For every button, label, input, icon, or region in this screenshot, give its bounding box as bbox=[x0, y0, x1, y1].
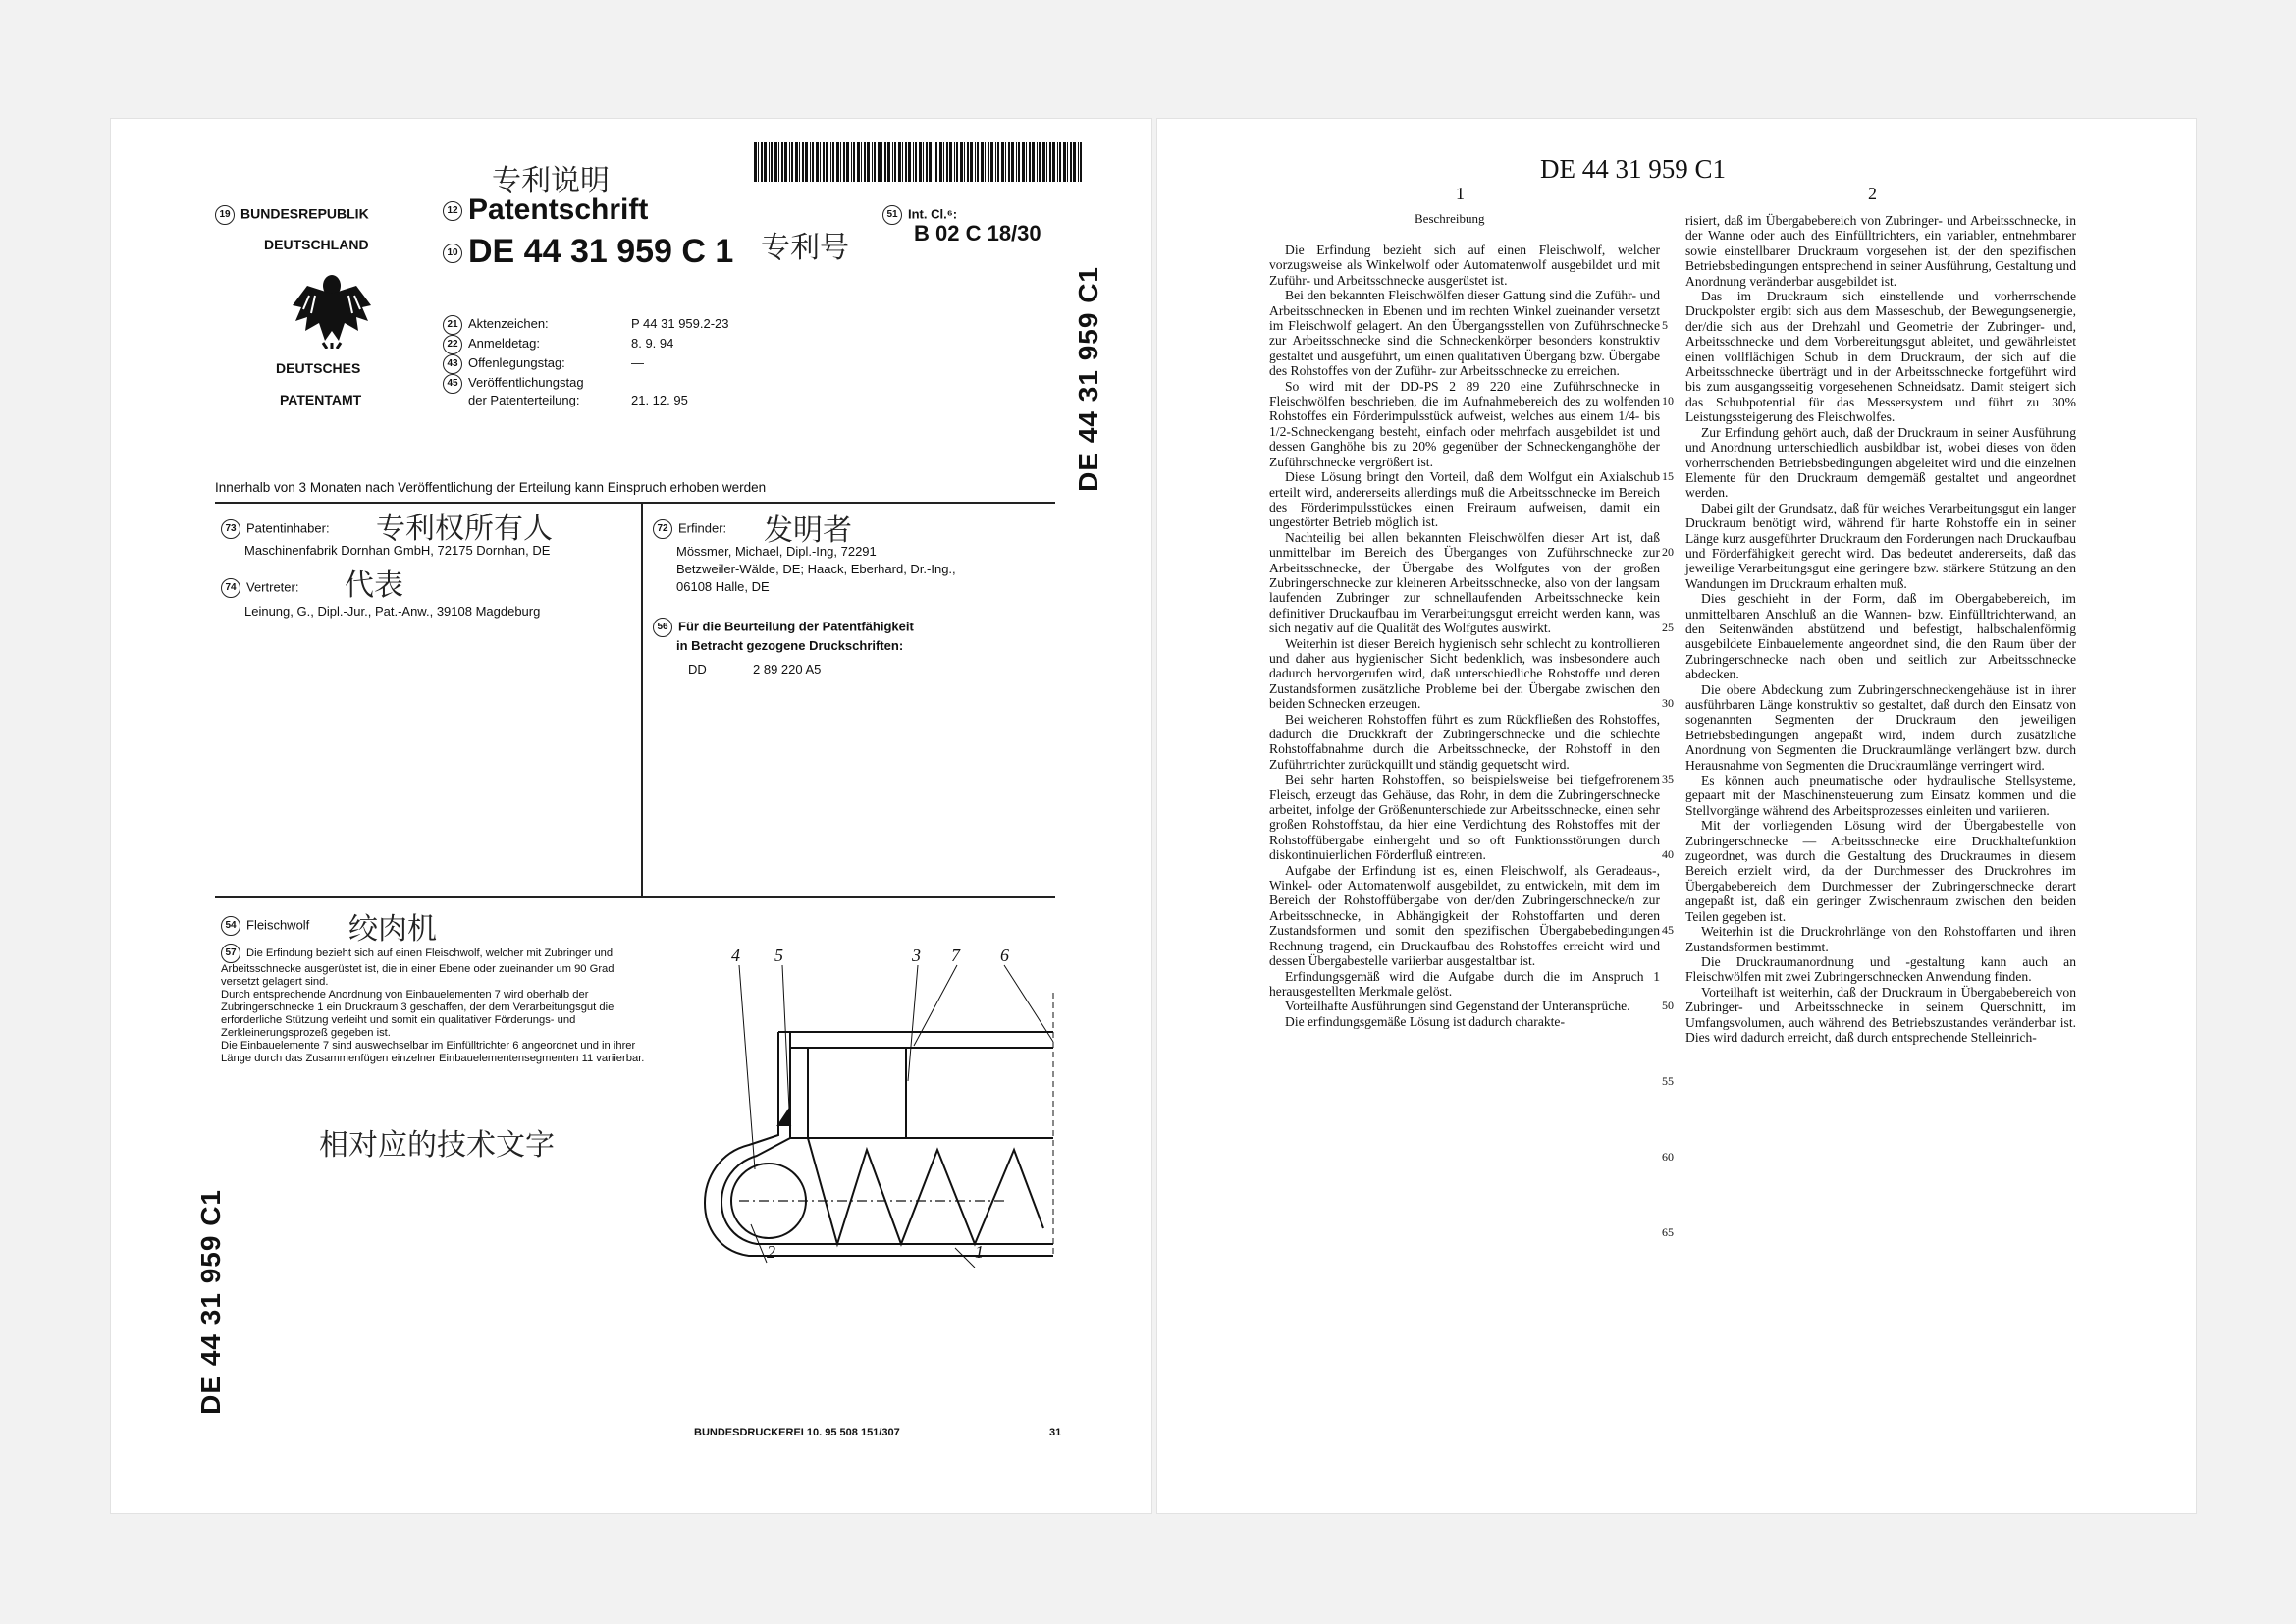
barcode-bar bbox=[771, 142, 773, 182]
inventor-label: 72 Erfinder: bbox=[653, 519, 726, 539]
barcode-bar bbox=[975, 142, 976, 182]
barcode-bar bbox=[799, 142, 800, 182]
barcode-bar bbox=[758, 142, 759, 182]
figure-label: 5 bbox=[774, 946, 783, 965]
paragraph: Es können auch pneumatische oder hydraulische Stellsysteme, gepaart mit der Maschinensteuerung zum Einsatz kommen und die Stellvorgänge während des Arbeitsprozesses einleiten und variieren. bbox=[1685, 773, 2076, 818]
barcode-bar bbox=[881, 142, 882, 182]
barcode-bar bbox=[840, 142, 841, 182]
barcode-bar bbox=[988, 142, 989, 182]
barcode-bar bbox=[1059, 142, 1061, 182]
inventor-value: Mössmer, Michael, Dipl.-Ing, 72291 Betzweiler-Wälde, DE; Haack, Eberhard, Dr.-Ing., 06108 Halle, DE bbox=[676, 544, 956, 594]
barcode-bar bbox=[967, 142, 969, 182]
paragraph: Weiterhin ist dieser Bereich hygienisch sehr schlecht zu kontrollieren und daher aus hygienischer Sicht bedenklich, was insbesondere auch dadurch hervorgerufen wird, daß unterschiedliche Rohstoffe und deren Zustandsformen zusätzliche Probleme bei der. Übergabe zwischen den beiden Schnecken erzeugen. bbox=[1269, 635, 1660, 712]
barcode-bar bbox=[970, 142, 973, 182]
paragraph: Weiterhin ist die Druckrohrlänge von den Rohstoffarten und ihren Zustandsformen bestimmt. bbox=[1685, 924, 2076, 954]
annotation-number-cn: 专利号 bbox=[761, 231, 849, 265]
barcode-bar bbox=[946, 142, 948, 182]
figure-label: 2 bbox=[767, 1242, 775, 1262]
office-line1: DEUTSCHES bbox=[276, 360, 361, 376]
barcode-bar bbox=[892, 142, 893, 182]
barcode-bar bbox=[823, 142, 825, 182]
prior-art: 56 Für die Beurteilung der Patentfähigkeit in Betracht gezogene Druckschriften: DD 2 89 220 A5 bbox=[653, 618, 914, 678]
barcode-bar bbox=[926, 142, 928, 182]
eagle-emblem-icon bbox=[288, 266, 376, 353]
barcode-bar bbox=[1018, 142, 1020, 182]
barcode-icon bbox=[754, 142, 1088, 182]
paragraph: Vorteilhaft ist weiterhin, daß der Druckraum in Übergabebereich von Zubringer- und Arbeitsschnecke in seinem Querschnitt, im Umfangsvolumen, auch während des Betriebszustandes veränderbar ist. Dies wird dadurch erreicht, daß durch entsprechende Stelleinrich- bbox=[1685, 984, 2076, 1045]
paragraph: Dies geschieht in der Form, daß im Obergabebereich, im unmittelbaren Anschluß an die Wannen- bzw. Einfülltrichterwand, an den Seitenwänden abstützend und befestigt, halbschalenförmig ausgebildete Einbauelemente angeordnet sind, die den Raum über der Zubringerschnecke nach oben und seitlich zur Arbeitsschnecke abdecken. bbox=[1685, 591, 2076, 682]
barcode-bar bbox=[981, 142, 984, 182]
line-number: 50 bbox=[1662, 999, 1674, 1012]
paragraph: Diese Lösung bringt den Vorteil, daß dem Wolfgut ein Axialschub erteilt wird, andererseits allerdings muß die Arbeitsschnecke im Bereich des Förderimpulsstückes einen Freiraum aufweisen, damit ein ungestörter Betrieb möglich ist. bbox=[1269, 469, 1660, 530]
barcode-bar bbox=[939, 142, 942, 182]
divider bbox=[215, 896, 1055, 898]
divider bbox=[215, 502, 1055, 504]
barcode-bar bbox=[1070, 142, 1072, 182]
meat-grinder-drawing bbox=[680, 934, 1073, 1272]
line-number: 55 bbox=[1662, 1074, 1674, 1088]
line-number: 40 bbox=[1662, 847, 1674, 861]
paragraph: Bei weicheren Rohstoffen führt es zum Rückfließen des Rohstoffes, dadurch die Druckkraft der Zubringerschnecke und die schlechte Rohstoffabnahme durch die Arbeitsschnecke, der Rohstoff in den Zuführtrichter zurückquillt und ständig gequetscht wird. bbox=[1269, 711, 1660, 772]
barcode-bar bbox=[1026, 142, 1027, 182]
barcode-bar bbox=[781, 142, 783, 182]
barcode-bar bbox=[997, 142, 999, 182]
barcode-bar bbox=[830, 142, 831, 182]
barcode-bar bbox=[857, 142, 860, 182]
barcode-bar bbox=[1042, 142, 1045, 182]
paragraph: Bei sehr harten Rohstoffen, so beispielsweise bei tiefgefrorenem Fleisch, erzeugt das Gehäuse, das Rohr, in dem die Zubringerschnecke arbeitet, infolge der Größenunterschiede zur Arbeitsschnecke, einen sehr großen Rohstoffstau, da hier eine Verdichtung des Rohstoffes mit der Rohstoffübergabe einhergeht und so oft Funktionsstörungen durch diskontinuierlichen Förderfluß eintreten. bbox=[1269, 772, 1660, 863]
barcode-bar bbox=[949, 142, 952, 182]
office-line2: PATENTAMT bbox=[280, 392, 362, 407]
barcode-bar bbox=[784, 142, 787, 182]
divider bbox=[641, 502, 643, 896]
line-number: 35 bbox=[1662, 772, 1674, 785]
barcode-bar bbox=[964, 142, 965, 182]
barcode-bar bbox=[836, 142, 839, 182]
barcode-bar bbox=[872, 142, 873, 182]
barcode-bar bbox=[1063, 142, 1066, 182]
side-number-top: DE 44 31 959 C1 bbox=[1073, 266, 1103, 492]
barcode-bar bbox=[853, 142, 855, 182]
bib-row: 22 Anmeldetag: 8. 9. 94 bbox=[443, 335, 729, 354]
paragraph: Zur Erfindung gehört auch, daß der Druckraum in seiner Ausführung und Anordnung unterschiedlich ausbildbar ist, wobei dieses von öden vorherrschenden Betriebsbedingungen abgeleitet wird und die einzelnen Elemente für den Druckraum demgemäß gestaltet und angeordnet werden. bbox=[1685, 424, 2076, 501]
barcode-bar bbox=[1037, 142, 1038, 182]
barcode-bar bbox=[905, 142, 907, 182]
country-line2: DEUTSCHLAND bbox=[264, 237, 369, 252]
barcode-bar bbox=[1005, 142, 1006, 182]
barcode-bar bbox=[1073, 142, 1076, 182]
barcode-bar bbox=[816, 142, 819, 182]
doc-type: 12 Patentschrift bbox=[443, 193, 648, 227]
line-number: 30 bbox=[1662, 696, 1674, 710]
annotation-title-item-cn: 绞肉机 bbox=[348, 912, 437, 947]
paragraph: Das im Druckraum sich einstellende und vorherrschende Druckpolster ergibt sich aus dem Masseschub, der Bewegungsenergie, der/die sich aus der Drehzahl und Geometrie der Zubringer- und, Arbeitsschnecke und dem Vorbereitungsgut ableitet, und gewährleistet einen vollflächigen Schub in dem Druckraum, der sich auf die Arbeitsschnecke überträgt und in der Arbeitsschnecke fortgeführt wird bis zum ausgangsseitig vorgesehenen Schneidsatz. Damit steigert sich das Schubpotential für das Messersystem und führt zu 30% Leistungssteigerung des Fleischwolfes. bbox=[1685, 289, 2076, 425]
barcode-bar bbox=[774, 142, 777, 182]
annotation-owner-cn: 专利权所有人 bbox=[376, 512, 553, 546]
barcode bbox=[754, 142, 1088, 182]
section-heading: Beschreibung bbox=[1415, 211, 1485, 226]
barcode-bar bbox=[1039, 142, 1041, 182]
barcode-bar bbox=[846, 142, 849, 182]
barcode-bar bbox=[1057, 142, 1058, 182]
intcl-value: B 02 C 18/30 bbox=[914, 221, 1041, 245]
barcode-bar bbox=[878, 142, 881, 182]
barcode-bar bbox=[1078, 142, 1079, 182]
barcode-bar bbox=[1046, 142, 1047, 182]
figure-label: 6 bbox=[1000, 946, 1009, 965]
paragraph: Die obere Abdeckung zum Zubringerschneckengehäuse ist in ihrer ausführbaren Länge konstruktiv so gestaltet, daß durch den Einsatz von sogenannten Segmenten der Druckraum den jeweiligen Betriebsbedingungen angepaßt wird, indem durch zusätzliche Anordnung von Segmenten die Druckraumlänge verlängert bzw. durch Herausnahme von Segmenten die Druckraumlänge verringert wird. bbox=[1685, 681, 2076, 773]
barcode-bar bbox=[795, 142, 798, 182]
inid-code: 19 bbox=[215, 205, 235, 225]
barcode-bar bbox=[919, 142, 922, 182]
column-number: 1 bbox=[1456, 184, 1465, 203]
barcode-bar bbox=[1049, 142, 1051, 182]
bib-row: 21 Aktenzeichen: P 44 31 959.2-23 bbox=[443, 315, 729, 335]
barcode-bar bbox=[874, 142, 876, 182]
barcode-bar bbox=[851, 142, 852, 182]
barcode-bar bbox=[1080, 142, 1082, 182]
paragraph: Dabei gilt der Grundsatz, daß für weiches Verarbeitungsgut ein langer Druckraum benötigt wird, während für harte Rohstoffe ein in seiner Länge kurz ausgeführter Druckraum den Forderungen nach Druckaufbau und Förderfähigkeit gerecht wird. Das bedeutet andererseits, daß das jeweilige Verarbeitungsgut eine geringere bzw. stärkere Stützung an den Wandungen im Druckraum erhalten muß. bbox=[1685, 500, 2076, 591]
barcode-bar bbox=[843, 142, 845, 182]
barcode-bar bbox=[1001, 142, 1004, 182]
barcode-bar bbox=[943, 142, 944, 182]
barcode-bar bbox=[789, 142, 790, 182]
line-number: 20 bbox=[1662, 545, 1674, 559]
barcode-bar bbox=[960, 142, 963, 182]
paragraph: Bei den bekannten Fleischwölfen dieser Gattung sind die Zuführ- und Arbeitsschnecken in Ebenen und im rechten Winkel zueinander versetzt im Fleischwolf gelagert. An den Übergangsstellen von Zuführschnecke zur Arbeitsschnecke sind die Schneckenkörper besonders konstruktiv gestaltet und ausgeführt, um einen qualitativen Übergang bzw. Übergabe des Rohstoffes von der Zuführ- zur Arbeitsschnecke zu erreichen. bbox=[1269, 288, 1660, 379]
bibliographic-data bbox=[443, 315, 729, 409]
line-number: 5 bbox=[1662, 318, 1668, 332]
barcode-bar bbox=[769, 142, 770, 182]
owner-label: 73 Patentinhaber: bbox=[221, 519, 330, 539]
country-line1: 19 BUNDESREPUBLIK bbox=[215, 205, 369, 225]
patent-description-page bbox=[1156, 118, 2197, 1514]
opposition-notice: Innerhalb von 3 Monaten nach Veröffentlichung der Erteilung kann Einspruch erhoben werden bbox=[215, 480, 767, 495]
barcode-bar bbox=[1022, 142, 1025, 182]
barcode-bar bbox=[908, 142, 911, 182]
printer-footer: BUNDESDRUCKEREI 10. 95 508 151/307 bbox=[694, 1427, 900, 1438]
barcode-bar bbox=[761, 142, 763, 182]
figure-label: 4 bbox=[731, 946, 740, 965]
representative-label: 74 Vertreter: bbox=[221, 578, 298, 598]
barcode-bar bbox=[861, 142, 862, 182]
annotation-representative-cn: 代表 bbox=[345, 568, 403, 603]
barcode-bar bbox=[778, 142, 779, 182]
line-number: 15 bbox=[1662, 469, 1674, 483]
barcode-bar bbox=[935, 142, 937, 182]
bib-row: 43 Offenlegungstag: — bbox=[443, 354, 729, 374]
barcode-bar bbox=[764, 142, 767, 182]
barcode-bar bbox=[805, 142, 808, 182]
page-header: DE 44 31 959 C1 bbox=[1540, 154, 1726, 184]
line-number: 45 bbox=[1662, 923, 1674, 937]
barcode-bar bbox=[1067, 142, 1068, 182]
paragraph: Die Druckraumanordnung und -gestaltung kann auch an Fleischwölfen mit zwei Zubringerschnecken Anwendung finden. bbox=[1685, 953, 2076, 985]
barcode-bar bbox=[820, 142, 821, 182]
bib-row: 45 Veröffentlichungstag der Patenterteilung: 21. 12. 95 bbox=[443, 374, 729, 409]
paragraph: Vorteilhafte Ausführungen sind Gegenstand der Unteransprüche. bbox=[1285, 999, 1630, 1014]
figure-label: 3 bbox=[912, 946, 921, 965]
barcode-bar bbox=[956, 142, 958, 182]
paragraph: Die Erfindung bezieht sich auf einen Fleischwolf, welcher vorzugsweise als Winkelwolf oder Automatenwolf ausgebildet und mit Zuführ- und Arbeitsschnecke ausgerüstet ist. bbox=[1269, 243, 1660, 288]
barcode-bar bbox=[913, 142, 914, 182]
barcode-bar bbox=[864, 142, 866, 182]
technical-drawing-icon bbox=[680, 934, 1073, 1268]
barcode-bar bbox=[887, 142, 890, 182]
owner-value: Maschinenfabrik Dornhan GmbH, 72175 Dornhan, DE bbox=[244, 543, 551, 558]
line-number: 65 bbox=[1662, 1225, 1674, 1239]
line-number: 25 bbox=[1662, 621, 1674, 634]
text-column-2 bbox=[1685, 213, 2076, 1045]
column-number: 2 bbox=[1868, 184, 1877, 203]
annotation-title-cn: 专利说明 bbox=[492, 164, 610, 198]
line-number: 10 bbox=[1662, 394, 1674, 407]
barcode-bar bbox=[1008, 142, 1010, 182]
paragraph: risiert, daß im Übergabebereich von Zubringer- und Arbeitsschnecke, in der Wanne oder auch des Einfülltrichters, ein variabler, entnehmbarer sowie einstellbarer Druckraum vorgesehen ist, der den spezifischen Betriebsbedingungen entsprechend in seiner Ausführung, Gestaltung und Anordnung veränderbar ausgebildet ist. bbox=[1685, 213, 2076, 289]
side-number-bottom: DE 44 31 959 C1 bbox=[195, 1189, 226, 1415]
patent-cover-page bbox=[110, 118, 1152, 1514]
paragraph: Mit der vorliegenden Lösung wird der Übergabestelle von Zubringerschnecke — Arbeitsschnecke eine Druckhaltefunktion zugeordnet, was durch die Gestaltung des Druckraumes in diesem Bereich erzielt wird, da der Durchmesser des Druckrohres im Übergabebereich dem Durchmesser der Zubringerschnecke derart angepaßt ist, daß ein geringer Zwischenraum zwischen den beiden Teilen gegeben ist. bbox=[1685, 818, 2076, 924]
barcode-bar bbox=[1052, 142, 1055, 182]
representative-value: Leinung, G., Dipl.-Jur., Pat.-Anw., 39108 Magdeburg bbox=[244, 604, 541, 619]
paragraph: So wird mit der DD-PS 2 89 220 eine Zuführschnecke in Fleischwölfen beschrieben, die im Aufnahmebereich des zu wolfenden Rohstoffes ein Förderimpulsstück aufweist, welches aus einem 1/4- bis 1/2-Schneckengang besteht, einfach oder mehrfach ausgebildet ist und dessen Ganghöhe bis zu 20% gegenüber der Schneckenganghöhe der Zuführschnecke vergrößert ist. bbox=[1269, 378, 1660, 469]
barcode-bar bbox=[1029, 142, 1031, 182]
barcode-bar bbox=[915, 142, 917, 182]
barcode-bar bbox=[791, 142, 793, 182]
annotation-abstract-cn: 相对应的技术文字 bbox=[319, 1128, 555, 1163]
figure-label: 1 bbox=[975, 1242, 984, 1262]
barcode-bar bbox=[894, 142, 896, 182]
barcode-bar bbox=[802, 142, 804, 182]
abstract: 57 Die Erfindung bezieht sich auf einen Fleischwolf, welcher mit Zubringer und Arbeitsschnecke ausgerüstet ist, die in einer Ebene oder zueinander um 90 Grad versetzt gelagert sind. Durch entsprechende Anordnung von Einbauelementen 7 wird oberhalb der Zubringerschnecke 1 ein Druckraum 3 geschaffen, der dem Verarbeitungsgut die erforderliche Stützung verleiht und somit ein qualitativer Förderungs- und Zerkleinerungsprozeß gegeben ist. Die Einbauelemente 7 sind auswechselbar im Einfülltrichter 6 angeordnet und in ihrer Länge durch das Zusammenfügen einzelner Einbauelementensegmenten 11 variierbar. bbox=[221, 944, 653, 1065]
barcode-bar bbox=[929, 142, 932, 182]
barcode-bar bbox=[884, 142, 886, 182]
barcode-bar bbox=[754, 142, 757, 182]
annotation-inventor-cn: 发明者 bbox=[764, 514, 852, 548]
barcode-bar bbox=[1032, 142, 1035, 182]
barcode-bar bbox=[985, 142, 986, 182]
paragraph: Aufgabe der Erfindung ist es, einen Fleischwolf, als Geradeaus-, Winkel- oder Automatenwolf ausgebildet, zu entwickeln, mit dem im Bereich der Rohstoffübergabe von der/den Zubringerschnecke/n zur Arbeitsschnecke, in Abhängigkeit der Rohstoffarten und deren Zustandsformen und somit den spezifischen Übergabebedingungen Rechnung tragend, ein Druckaufbau des Rohstoffes erreicht wird und dessen Übergabestelle variierbar ausgestaltbar ist. bbox=[1269, 862, 1660, 969]
figure-label: 7 bbox=[951, 946, 960, 965]
barcode-bar bbox=[832, 142, 834, 182]
line-number: 60 bbox=[1662, 1150, 1674, 1164]
title-item: 54 Fleischwolf bbox=[221, 916, 309, 936]
barcode-bar bbox=[1016, 142, 1017, 182]
text-column-1 bbox=[1269, 243, 1660, 1029]
barcode-bar bbox=[902, 142, 903, 182]
paragraph: Die erfindungsgemäße Lösung ist dadurch charakte- bbox=[1285, 1013, 1565, 1029]
barcode-bar bbox=[977, 142, 979, 182]
page-number: 31 bbox=[1049, 1427, 1062, 1438]
barcode-bar bbox=[867, 142, 870, 182]
barcode-bar bbox=[812, 142, 814, 182]
intcl-label: 51 Int. Cl.⁶: bbox=[882, 205, 957, 225]
barcode-bar bbox=[810, 142, 811, 182]
barcode-bar bbox=[954, 142, 955, 182]
paragraph: Nachteilig bei allen bekannten Fleischwölfen dieser Art ist, daß unmittelbar im Bereich des Überganges von Zuführschnecke zur Arbeitsschnecke, der Übergabe des Wolfgutes von der großen Zubringerschnecke zur kleineren Arbeitsschnecke, also von der langsam laufenden Zubringer zur schnellaufenden Arbeitsschnecke kein definitiver Druckaufbau im Verarbeitungsgut erreicht werden kann, was sich negativ auf die Qualität des Wolfgutes auswirkt. bbox=[1269, 529, 1660, 636]
doc-number: 10 DE 44 31 959 C 1 bbox=[443, 233, 733, 271]
barcode-bar bbox=[990, 142, 993, 182]
barcode-bar bbox=[923, 142, 924, 182]
barcode-bar bbox=[1011, 142, 1014, 182]
barcode-bar bbox=[826, 142, 828, 182]
paragraph: Erfindungsgemäß wird die Aufgabe durch die im Anspruch 1 herausgestellten Merkmale gelöst. bbox=[1269, 968, 1660, 999]
barcode-bar bbox=[898, 142, 901, 182]
barcode-bar bbox=[995, 142, 996, 182]
